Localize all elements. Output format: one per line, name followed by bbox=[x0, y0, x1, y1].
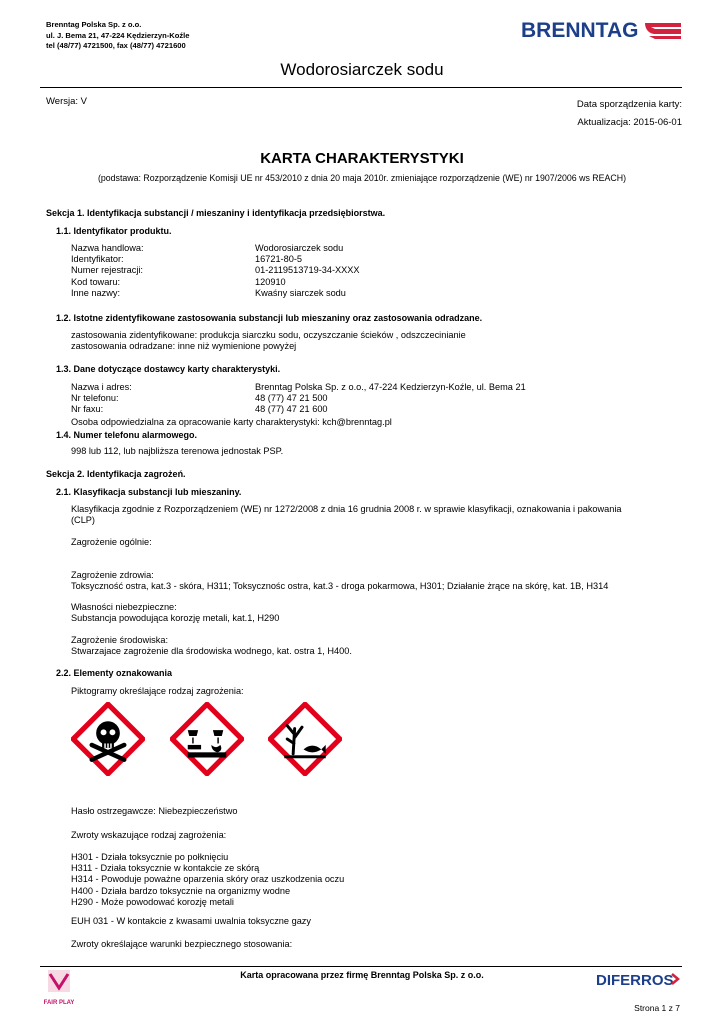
classification-line-2: (CLP) bbox=[71, 515, 95, 526]
uses-advised-against: zastosowania odradzane: inne niż wymienione powyżej bbox=[71, 341, 297, 352]
h-statements-label: Zwroty wskazujące rodzaj zagrożenia: bbox=[71, 830, 227, 840]
skull-crossbones-icon bbox=[71, 702, 145, 776]
section-2-2-title: 2.2. Elementy oznakowania bbox=[56, 668, 173, 678]
h290-statement: H290 - Może powodować korozję metali bbox=[71, 896, 234, 907]
h314-statement: H314 - Powoduje poważne oparzenia skóry oraz uszkodzenia oczu bbox=[71, 874, 345, 885]
physical-hazard-text: Substancja powodująca korozję metali, kat.1, H290 bbox=[71, 613, 280, 624]
value-phone: 48 (77) 47 21 500 bbox=[255, 393, 328, 404]
environment-hazard-text: Stwarzajace zagrożenie dla środowiska wodnego, kat. ostra 1, H400. bbox=[71, 646, 352, 657]
general-hazard-label: Zagrożenie ogólnie: bbox=[71, 537, 152, 547]
product-id-keys bbox=[71, 243, 144, 299]
h-statements-list bbox=[71, 852, 344, 908]
section-1-2-title: 1.2. Istotne zidentyfikowane zastosowania substancji lub mieszaniny oraz zastosowania odradzane. bbox=[56, 313, 483, 323]
value-trade-name: Wodorosiarczek sodu bbox=[255, 243, 344, 253]
page-number: Strona 1 z 7 bbox=[634, 1003, 680, 1013]
pictograms-label: Piktogramy określające rodzaj zagrożenia: bbox=[71, 686, 244, 696]
key-registration: Numer rejestracji: bbox=[71, 265, 143, 276]
environment-icon bbox=[268, 702, 342, 776]
section-1-1-title: 1.1. Identyfikator produktu. bbox=[56, 226, 172, 236]
key-other-names: Inne nazwy: bbox=[71, 287, 121, 298]
physical-hazard-label: Własności niebezpieczne: bbox=[71, 602, 177, 612]
value-registration: 01-2119513719-34-XXXX bbox=[255, 265, 360, 276]
update-date: Aktualizacja: 2015-06-01 bbox=[577, 117, 682, 128]
section-1-title: Sekcja 1. Identyfikacja substancji / mieszaniny i identyfikacja przedsiębiorstwa. bbox=[46, 208, 386, 218]
key-name-address: Nazwa i adres: bbox=[71, 382, 132, 392]
h301-statement: H301 - Działa toksycznie po połknięciu bbox=[71, 852, 229, 862]
section-2-1-title: 2.1. Klasyfikacja substancji lub mieszaniny. bbox=[56, 487, 242, 497]
product-title: Wodorosiarczek sodu bbox=[280, 60, 444, 79]
euh-statement: EUH 031 - W kontakcie z kwasami uwalnia toksyczne gazy bbox=[71, 916, 311, 926]
p-statements-label: Zwroty określające warunki bezpiecznego stosowania: bbox=[71, 939, 293, 949]
section-1-4-title: 1.4. Numer telefonu alarmowego. bbox=[56, 430, 198, 440]
health-hazard-text: Toksyczność ostra, kat.3 - skóra, H311; Toksycznośc ostra, kat.3 - droga pokarmowa, H301; Działanie żrące na skórę, kat. 1B, H314 bbox=[71, 581, 609, 592]
fair-play-text: FAIR PLAY bbox=[44, 1000, 74, 1006]
supplier-keys bbox=[71, 382, 132, 416]
environment-hazard-label: Zagrożenie środowiska: bbox=[71, 635, 169, 645]
brenntag-logo bbox=[521, 14, 681, 46]
company-name: Brenntag Polska Sp. z o.o. bbox=[46, 20, 142, 29]
value-name-address: Brenntag Polska Sp. z o.o., 47-224 Kedzierzyn-Koźle, ul. Bema 21 bbox=[255, 382, 526, 392]
classification-text bbox=[71, 504, 622, 526]
company-address bbox=[46, 20, 190, 52]
value-product-code: 120910 bbox=[255, 276, 286, 287]
version-label: Wersja: V bbox=[46, 96, 88, 107]
brenntag-logo-text: BRENNTAG bbox=[521, 19, 639, 42]
created-date-label: Data sporządzenia karty: bbox=[576, 99, 682, 110]
diferros-text: DIFERROS bbox=[596, 972, 674, 989]
key-fax: Nr faxu: bbox=[71, 404, 104, 415]
diferros-logo bbox=[596, 969, 680, 989]
environment-hazard bbox=[71, 635, 352, 657]
key-trade-name: Nazwa handlowa: bbox=[71, 243, 144, 253]
h311-statement: H311 - Działa toksycznie w kontakcie ze skórą bbox=[71, 863, 260, 874]
classification-line-1: Klasyfikacja zgodnie z Rozporządzeniem (WE) nr 1272/2008 z dnia 16 grudnia 2008 r. w sprawie klasyfikacji, oznakowania i pakowania bbox=[71, 504, 622, 514]
health-hazard-label: Zagrożenie zdrowia: bbox=[71, 570, 154, 580]
product-id-values bbox=[255, 243, 360, 299]
h400-statement: H400 - Działa bardzo toksycznie na organizmy wodne bbox=[71, 885, 291, 896]
legal-basis: (podstawa: Rozporządzenie Komisji UE nr 453/2010 z dnia 20 maja 2010r. zmieniające rozporządzenie (WE) nr 1907/2006 ws REACH) bbox=[97, 173, 627, 183]
company-street: ul. J. Bema 21, 47-224 Kędzierzyn-Koźle bbox=[46, 30, 190, 40]
key-product-code: Kod towaru: bbox=[71, 276, 121, 287]
corrosion-icon bbox=[170, 702, 244, 776]
health-hazard bbox=[71, 570, 608, 592]
value-fax: 48 (77) 47 21 600 bbox=[255, 404, 328, 415]
company-phone: tel (48/77) 4721500, fax (48/77) 4721600 bbox=[46, 41, 186, 51]
section-1-3-title: 1.3. Dane dotyczące dostawcy karty charakterystyki. bbox=[56, 364, 281, 374]
uses-identified: zastosowania zidentyfikowane: produkcja siarczku sodu, oczyszczanie ścieków , odszczecinianie bbox=[71, 330, 466, 340]
footer-divider bbox=[40, 966, 682, 967]
document-heading: KARTA CHARAKTERYSTYKI bbox=[260, 150, 464, 167]
value-identifier: 16721-80-5 bbox=[255, 254, 302, 265]
responsible-person: Osoba odpowiedzialna za opracowanie karty charakterystyki: kch@brenntag.pl bbox=[71, 417, 392, 427]
value-other-names: Kwaśny siarczek sodu bbox=[255, 287, 346, 298]
header-divider bbox=[40, 87, 682, 88]
physical-hazard bbox=[71, 602, 279, 624]
emergency-number: 998 lub 112, lub najbliższa terenowa jednostak PSP. bbox=[71, 446, 284, 456]
uses-text bbox=[71, 330, 466, 352]
supplier-values bbox=[255, 382, 526, 416]
section-2-title: Sekcja 2. Identyfikacja zagrożeń. bbox=[46, 469, 186, 479]
key-phone: Nr telefonu: bbox=[71, 393, 119, 404]
footer-text: Karta opracowana przez firmę Brenntag Polska Sp. z o.o. bbox=[240, 970, 484, 980]
signal-word: Hasło ostrzegawcze: Niebezpieczeństwo bbox=[71, 806, 238, 816]
key-identifier: Identyfikator: bbox=[71, 254, 124, 265]
